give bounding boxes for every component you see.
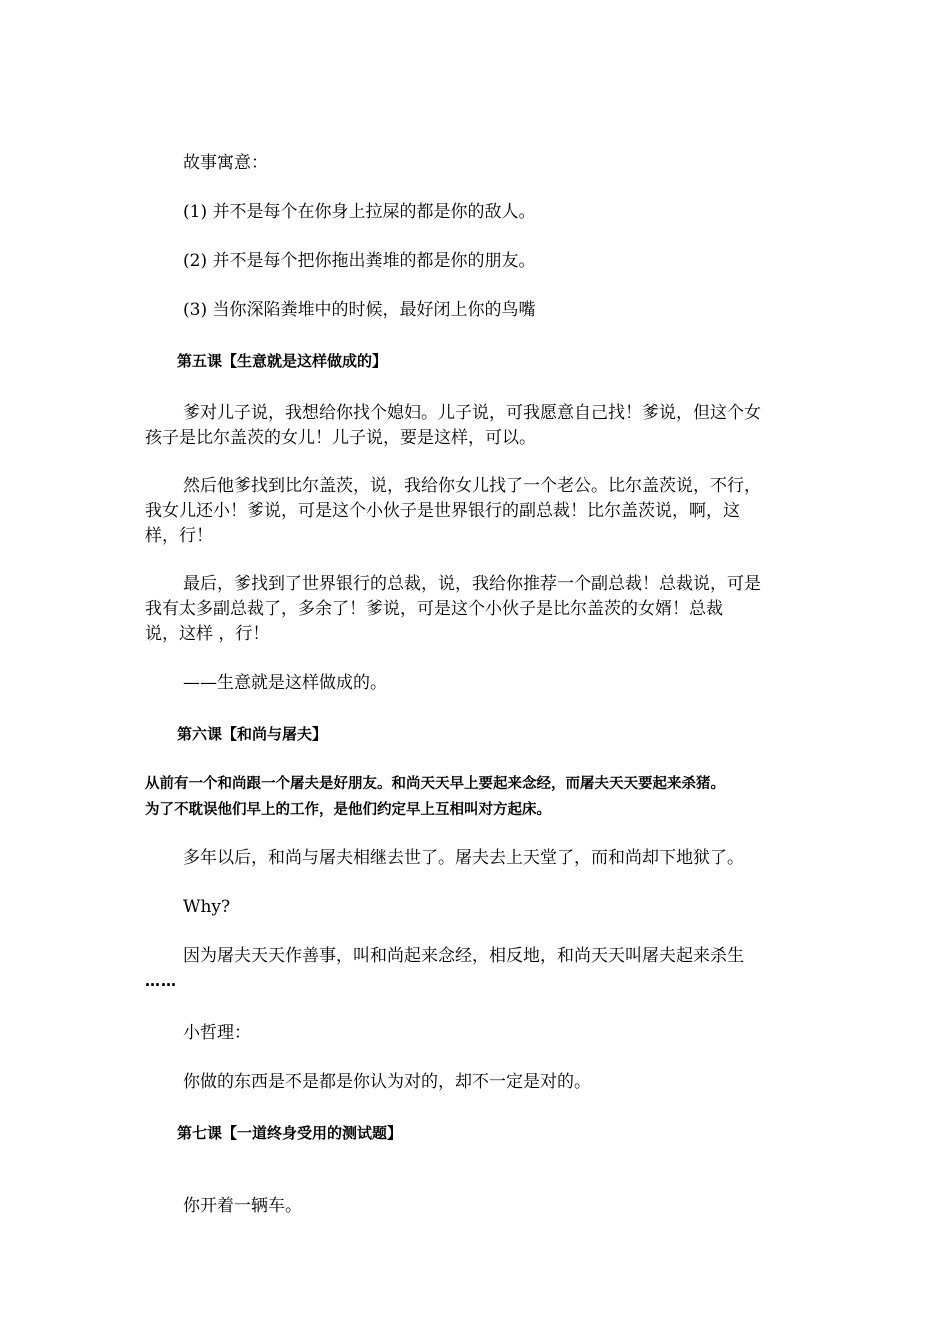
lesson5-p1-line2: 孩子是比尔盖茨的女儿！儿子说，要是这样，可以。 [145, 428, 536, 448]
lesson6-p1-line1: 从前有一个和尚跟一个屠夫是好朋友。和尚天天早上要起来念经，而屠夫天天要起来杀猪。 [145, 776, 725, 792]
moral-item-3: (3) 当你深陷粪堆中的时候，最好闭上你的鸟嘴 [183, 300, 536, 320]
lesson5-p3-line2: 我有太多副总裁了，多余了！爹说，可是这个小伙子是比尔盖茨的女婿！总裁 [145, 599, 723, 619]
lesson7-heading: 第七课【一道终身受用的测试题】 [177, 1124, 403, 1142]
moral-label: 故事寓意： [183, 153, 268, 173]
lesson5-p1-line1: 爹对儿子说，我想给你找个媳妇。儿子说，可我愿意自己找！爹说，但这个女 [183, 403, 761, 423]
lesson6-p2: 多年以后，和尚与屠夫相继去世了。屠夫去上天堂了，而和尚却下地狱了。 [183, 848, 744, 868]
lesson5-p2-line3: 样，行！ [145, 526, 213, 546]
lesson6-heading: 第六课【和尚与屠夫】 [177, 725, 328, 743]
moral-item-1: (1) 并不是每个在你身上拉屎的都是你的敌人。 [183, 202, 536, 222]
lesson5-heading: 第五课【生意就是这样做成的】 [177, 352, 388, 370]
lesson6-p4-ellipsis: …… [145, 972, 177, 990]
lesson5-p3-line1: 最后，爹找到了世界银行的总裁，说，我给你推荐一个副总裁！总裁说，可是 [183, 574, 761, 594]
lesson7-p1: 你开着一辆车。 [183, 1196, 302, 1216]
lesson5-p2-line1: 然后他爹找到比尔盖茨，说，我给你女儿找了一个老公。比尔盖茨说，不行， [183, 476, 761, 496]
moral-item-2: (2) 并不是每个把你拖出粪堆的都是你的朋友。 [183, 251, 536, 271]
lesson5-conclusion: ——生意就是这样做成的。 [183, 673, 387, 693]
lesson6-p5: 小哲理： [183, 1023, 251, 1043]
lesson5-p3-line3: 说，这样 ，行！ [145, 624, 270, 644]
lesson6-p6: 你做的东西是不是都是你认为对的，却不一定是对的。 [183, 1072, 591, 1092]
lesson6-p1-line2: 为了不耽误他们早上的工作，是他们约定早上互相叫对方起床。 [145, 802, 551, 818]
lesson6-p3: Why? [183, 897, 231, 917]
lesson5-p2-line2: 我女儿还小！爹说，可是这个小伙子是世界银行的副总裁！比尔盖茨说，啊，这 [145, 501, 740, 521]
lesson6-p4: 因为屠夫天天作善事，叫和尚起来念经，相反地，和尚天天叫屠夫起来杀生 [183, 946, 744, 966]
